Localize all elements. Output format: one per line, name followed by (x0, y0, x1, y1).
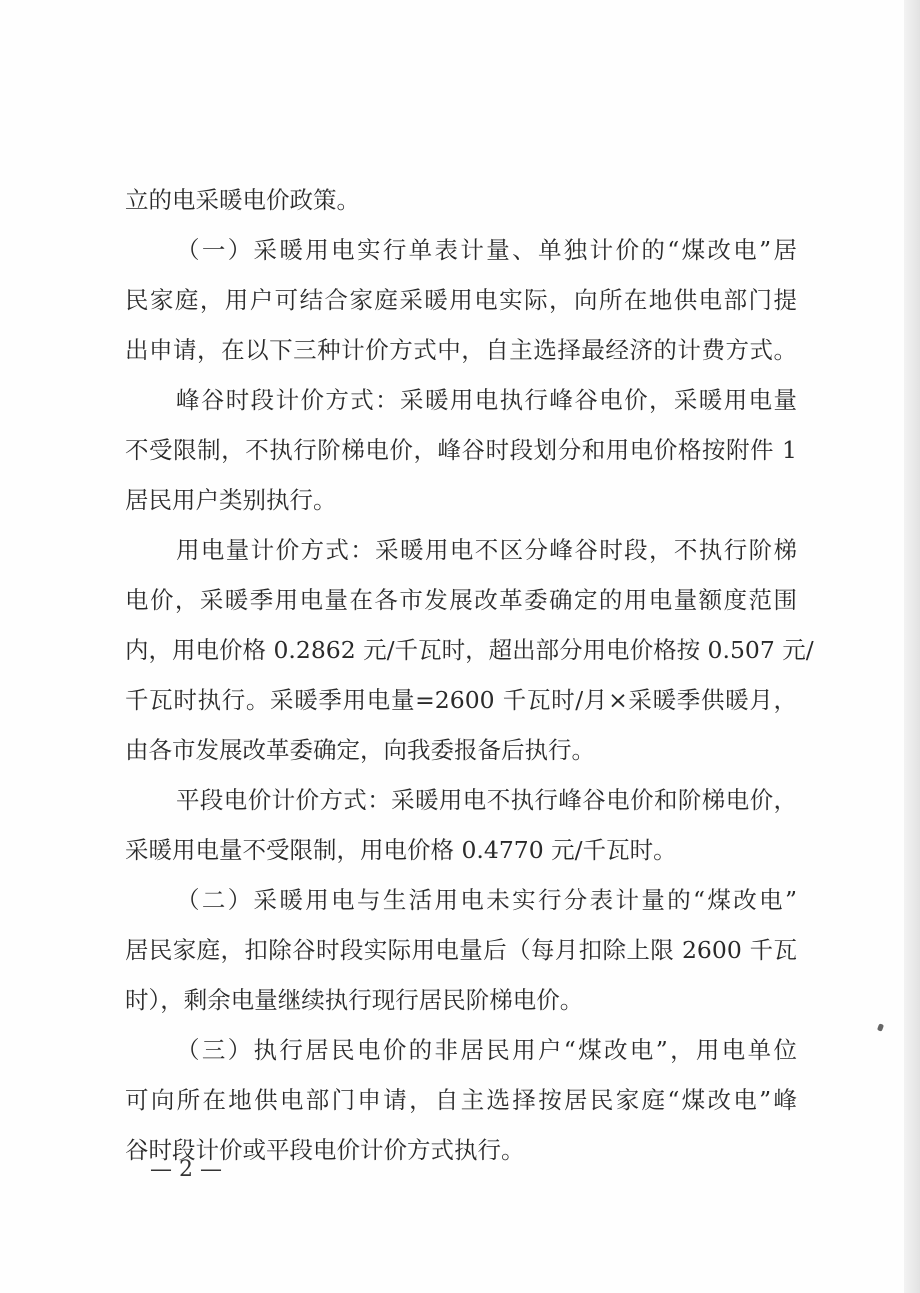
text-line-15: （二）采暖用电与生活用电未实行分表计量的“煤改电” (176, 886, 797, 914)
text-line-5: 峰谷时段计价方式：采暖用电执行峰谷电价，采暖用电量 (176, 386, 797, 414)
text-line-20: 谷时段计价或平段电价计价方式执行。 (125, 1136, 525, 1164)
text-line-3: 民家庭，用户可结合家庭采暖用电实际，向所在地供电部门提 (125, 286, 797, 314)
text-line-18: （三）执行居民电价的非居民用户“煤改电”，用电单位 (176, 1036, 797, 1064)
text-line-7: 居民用户类别执行。 (125, 486, 337, 514)
text-line-8: 用电量计价方式：采暖用电不区分峰谷时段，不执行阶梯 (176, 536, 797, 564)
text-line-12: 由各市发展改革委确定，向我委报备后执行。 (125, 736, 595, 764)
page-number: — 2 — (150, 1157, 222, 1182)
text-line-2: （一）采暖用电实行单表计量、单独计价的“煤改电”居 (176, 236, 797, 264)
text-line-6: 不受限制，不执行阶梯电价，峰谷时段划分和用电价格按附件 1 (125, 436, 797, 464)
text-line-19: 可向所在地供电部门申请，自主选择按居民家庭“煤改电”峰 (125, 1086, 797, 1114)
text-line-4: 出申请，在以下三种计价方式中，自主选择最经济的计费方式。 (125, 336, 797, 364)
text-line-1: 立的电采暖电价政策。 (125, 186, 360, 214)
text-line-17: 时），剩余电量继续执行现行居民阶梯电价。 (125, 986, 584, 1014)
scan-edge-shadow (904, 0, 920, 1293)
text-line-16: 居民家庭，扣除谷时段实际用电量后（每月扣除上限 2600 千瓦 (125, 936, 797, 964)
text-line-10: 内，用电价格 0.2862 元/千瓦时，超出部分用电价格按 0.507 元/ (125, 636, 814, 664)
text-line-13: 平段电价计价方式：采暖用电不执行峰谷电价和阶梯电价， (176, 786, 797, 814)
scan-speck (877, 1023, 884, 1031)
text-line-11: 千瓦时执行。采暖季用电量=2600 千瓦时/月×采暖季供暖月， (125, 686, 797, 714)
text-line-9: 电价，采暖季用电量在各市发展改革委确定的用电量额度范围 (125, 586, 797, 614)
text-line-14: 采暖用电量不受限制，用电价格 0.4770 元/千瓦时。 (125, 836, 677, 864)
